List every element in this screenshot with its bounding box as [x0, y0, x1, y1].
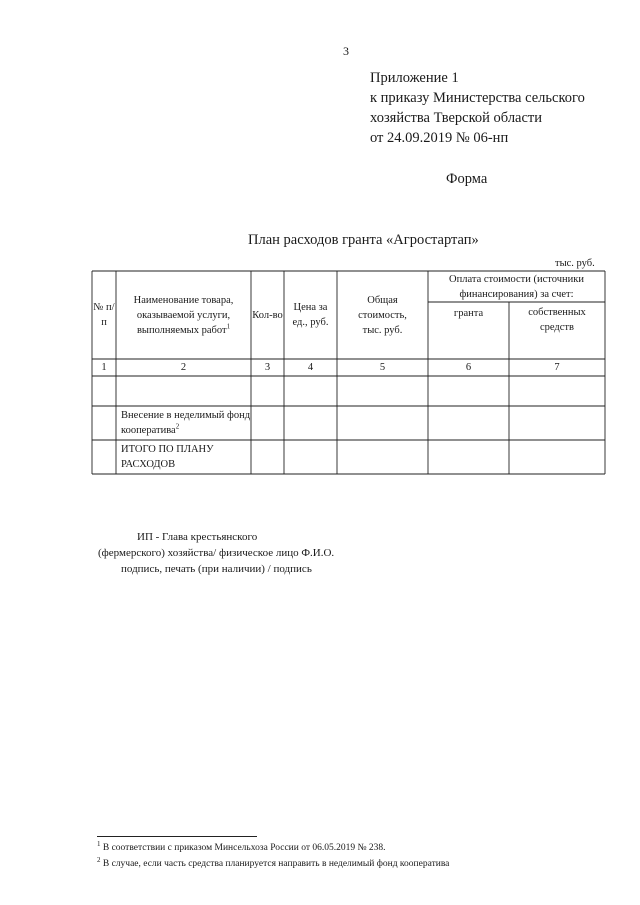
- form-label: Форма: [446, 171, 488, 187]
- signature-line-3: подпись, печать (при наличии) / подпись: [121, 563, 312, 575]
- document-title: План расходов гранта «Агростартап»: [248, 232, 479, 248]
- appendix-line-2: к приказу Министерства сельского: [370, 90, 585, 106]
- header-grant: гранта: [453, 307, 484, 319]
- signature-line-1: ИП - Глава крестьянского: [137, 531, 258, 543]
- table-row-total: ИТОГО ПО ПЛАНУ РАСХОДОВ: [121, 444, 214, 470]
- column-number-4: 4: [307, 362, 314, 373]
- footnote-1: $^1$ В соответствии с приказом Минсельхоза России от 06.05.2019 № 238.: [97, 839, 386, 853]
- appendix-line-4: от 24.09.2019 № 06-нп: [370, 130, 509, 146]
- table-row-cooperative-fund: Внесение в неделимый фонд кооператива$^2$: [121, 410, 251, 436]
- footnote-separator: [97, 836, 257, 837]
- appendix-line-3: хозяйства Тверской области: [370, 110, 543, 126]
- column-number-2: 2: [180, 362, 187, 373]
- units-label: тыс. руб.: [555, 258, 595, 269]
- appendix-line-1: Приложение 1: [370, 70, 459, 86]
- page-number: 3: [343, 44, 349, 58]
- column-number-1: 1: [101, 362, 107, 373]
- table-row-empty: [120, 376, 250, 406]
- header-num: № п/п: [93, 302, 115, 328]
- column-number-3: 3: [264, 362, 271, 373]
- header-price: Цена за ед., руб.: [292, 302, 329, 328]
- header-payment-sources: Оплата стоимости (источники финансирования) за счет:: [449, 273, 584, 300]
- column-number-5: 5: [379, 362, 386, 373]
- footnote-2: $^2$ В случае, если часть средства планируется направить в неделимый фонд кооператива: [97, 855, 450, 869]
- column-number-6: 6: [465, 362, 472, 373]
- signature-line-2: (фермерского) хозяйства/ физическое лицо Ф.И.О.: [98, 547, 335, 559]
- header-name: Наименование товара, оказываемой услуги, выполняемых работ$^1$: [133, 294, 234, 336]
- header-qty: Кол-во: [252, 309, 283, 321]
- column-number-7: 7: [554, 362, 560, 373]
- header-own-funds: собственных средств: [528, 307, 586, 333]
- header-total: Общая стоимость, тыс. руб.: [358, 294, 407, 336]
